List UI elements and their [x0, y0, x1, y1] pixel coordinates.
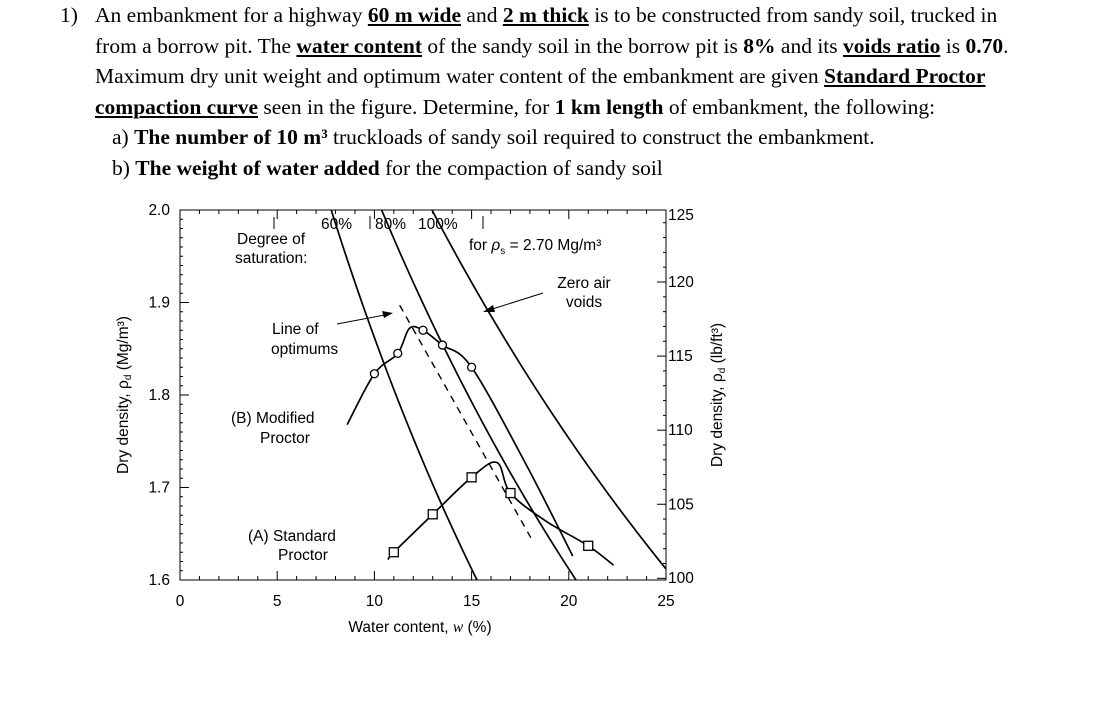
- optimums-leader: [337, 314, 390, 324]
- problem-line-1: An embankment for a highway 60 m wide and 2 m thick is to be constructed from sandy soil, trucked in: [95, 3, 998, 27]
- x-tick-label: 15: [462, 593, 481, 610]
- modified-proctor-label: (B) Modified: [231, 410, 315, 427]
- saturation-label: saturation:: [235, 250, 308, 267]
- zav-leader: [486, 293, 543, 311]
- problem-line-4: compaction curve seen in the figure. Determine, for 1 km length of embankment, the following:: [95, 94, 936, 119]
- right-tick-label: 125: [668, 207, 694, 224]
- voids-ratio-value: 0.70: [965, 33, 1004, 58]
- part-b: b) The weight of water added for the compaction of sandy soil: [112, 155, 663, 180]
- water-content-value: 8%: [743, 33, 776, 58]
- length-value: 1 km length: [554, 94, 664, 119]
- standard-proctor-term: Standard Proctor: [824, 64, 986, 88]
- zero-air-voids-label: Zero air: [557, 275, 611, 292]
- data-markers: [370, 326, 592, 557]
- y-tick-label: 2.0: [148, 202, 170, 219]
- problem-number: 1): [60, 3, 78, 27]
- standard-proctor-point: [428, 510, 437, 519]
- right-tick-label: 100: [668, 570, 694, 587]
- degree-of-saturation-label: Degree of: [237, 231, 306, 248]
- modified-proctor-point: [468, 363, 476, 371]
- standard-proctor-label: (A) Standard: [248, 528, 336, 545]
- modified-proctor-point: [370, 370, 378, 378]
- standard-proctor-point: [389, 548, 398, 557]
- sat-100-label: 100%: [418, 216, 458, 233]
- problem-line-2: from a borrow pit. The water content of the sandy soil in the borrow pit is 8% and its voids ratio is 0.70.: [95, 33, 1009, 58]
- water-content-term: water content: [296, 33, 422, 58]
- highway-width: 60 m wide: [367, 3, 462, 27]
- x-tick-label: 25: [657, 593, 675, 610]
- right-tick-label: 105: [668, 496, 694, 514]
- part-a-bold: The number of 10 m³: [134, 125, 328, 149]
- tick-labels: [148, 202, 694, 610]
- x-tick-label: 0: [175, 593, 185, 610]
- modified-proctor-label-2: Proctor: [260, 430, 310, 447]
- problem-line-3: Maximum dry unit weight and optimum water content of the embankment are given Standard Proctor: [95, 64, 986, 88]
- modified-proctor-point: [419, 326, 427, 334]
- right-tick-label: 120: [668, 274, 694, 292]
- y-axis-title-left: Dry density, ρd (Mg/m³): [115, 316, 134, 474]
- line-of-optimums-group: [400, 305, 534, 543]
- specific-gravity-label: for $\rho_s = 2.70$ Mg/m³: [469, 237, 602, 257]
- saturation-80-curve: [297, 0, 686, 707]
- embankment-thickness: 2 m thick: [502, 3, 589, 27]
- standard-proctor-point: [584, 541, 593, 550]
- compaction-curve-term: compaction curve: [95, 94, 259, 119]
- x-tick-label: 10: [365, 593, 384, 610]
- right-tick-label: 115: [668, 348, 693, 366]
- y-tick-label: 1.6: [148, 572, 170, 589]
- x-tick-label: 20: [560, 593, 578, 610]
- standard-proctor-label-2: Proctor: [278, 547, 328, 564]
- sat-60-label: 60%: [321, 216, 353, 233]
- y-tick-label: 1.9: [148, 294, 170, 312]
- voids-ratio-term: voids ratio: [843, 33, 941, 58]
- saturation-curves: [297, 0, 686, 707]
- voids-label: voids: [565, 294, 603, 311]
- right-tick-label: 110: [668, 422, 693, 440]
- y-axis-title-right: Dry density, ρd (lb/ft³): [709, 322, 728, 468]
- optimums-label: optimums: [271, 341, 339, 358]
- standard-proctor-point: [506, 489, 515, 498]
- modified-proctor-point: [438, 341, 446, 349]
- y-tick-label: 1.7: [148, 479, 170, 497]
- optimums-arrowhead: [382, 311, 393, 318]
- x-tick-label: 5: [272, 593, 282, 610]
- line-of-optimums: [400, 305, 534, 543]
- line-of-optimums-label: Line of: [272, 321, 319, 338]
- part-b-bold: The weight of water added: [135, 155, 380, 180]
- zero-air-voids-curve: [297, 0, 686, 593]
- part-a: a) The number of 10 m³ truckloads of sandy soil required to construct the embankment.: [112, 125, 875, 149]
- x-axis-title: Water content, w (%): [348, 619, 492, 636]
- modified-proctor-point: [394, 349, 402, 357]
- standard-proctor-point: [467, 473, 476, 482]
- standard-proctor-curve: [388, 462, 614, 565]
- y-tick-label: 1.8: [148, 387, 170, 404]
- sat-80-label: 80%: [375, 216, 407, 233]
